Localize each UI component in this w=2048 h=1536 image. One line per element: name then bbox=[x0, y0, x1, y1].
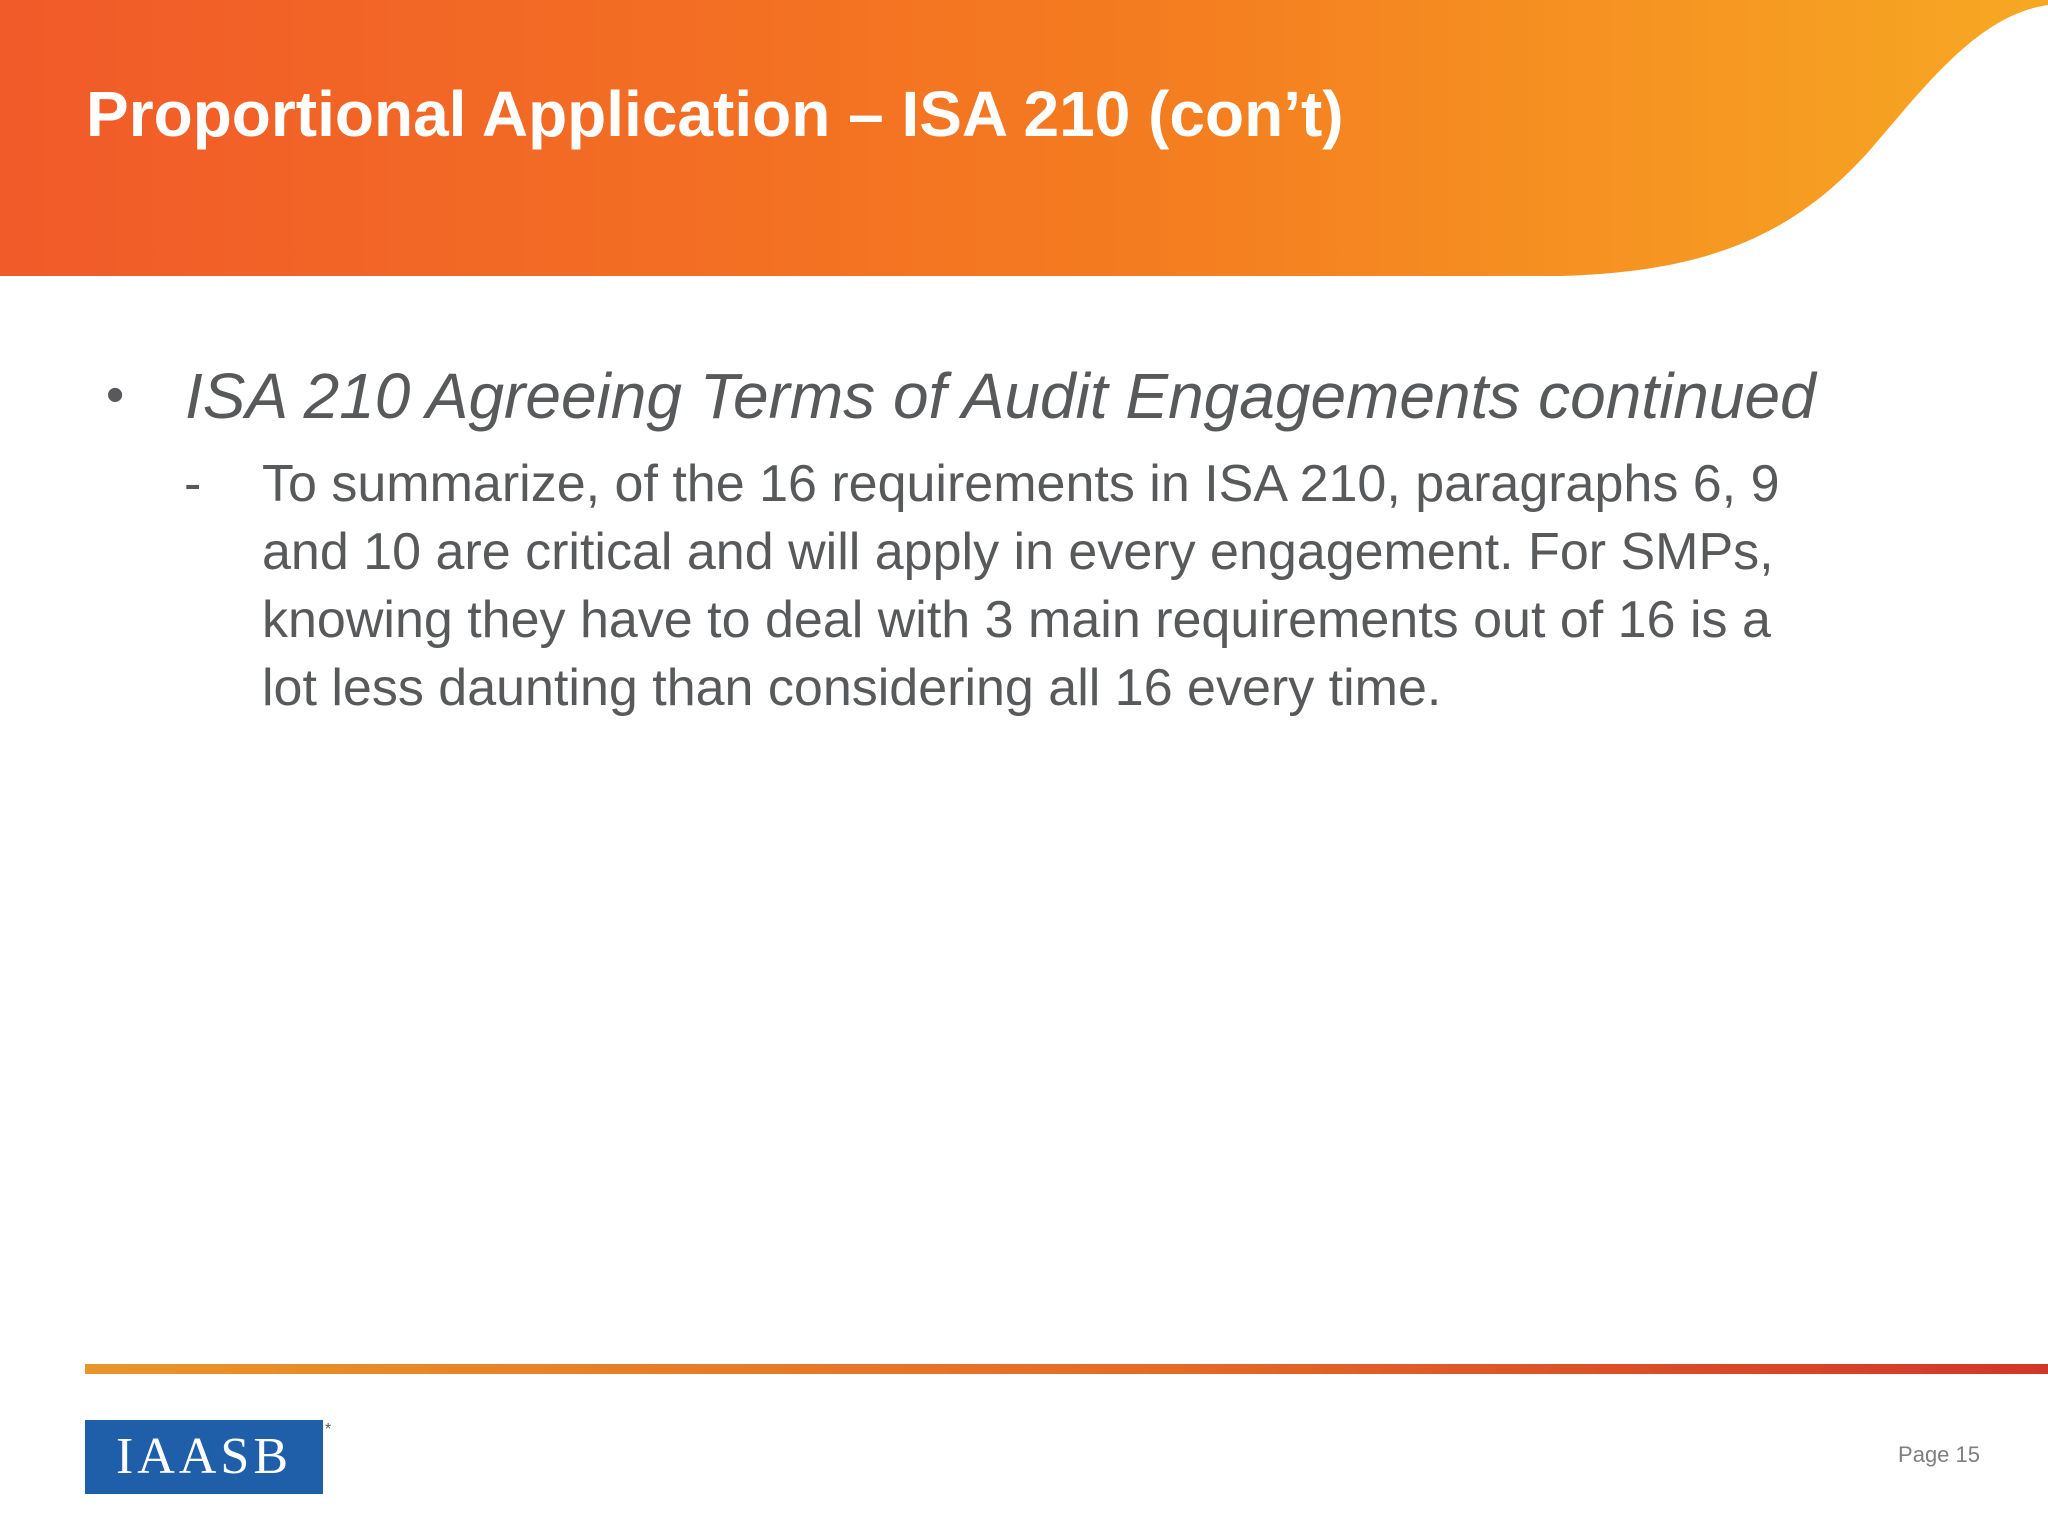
bullet-text: ISA 210 Agreeing Terms of Audit Engagements continued bbox=[185, 360, 1816, 432]
sub-bullet-line: and 10 are critical and will apply in every engagement. For SMPs, bbox=[262, 523, 1774, 581]
sub-bullet-line: knowing they have to deal with 3 main requirements out of 16 is a bbox=[262, 591, 1771, 649]
sub-bullet-text bbox=[262, 450, 1942, 722]
sub-bullet-line: To summarize, of the 16 requirements in ISA 210, paragraphs 6, 9 bbox=[262, 455, 1780, 513]
logo-text: IAASB bbox=[115, 1428, 293, 1485]
sub-bullet-marker: - bbox=[184, 455, 202, 513]
logo-mark: * bbox=[325, 1421, 332, 1438]
bullet-item bbox=[0, 350, 2048, 440]
page-number: Page 15 bbox=[1898, 1442, 1980, 1467]
footer-divider bbox=[85, 1364, 2048, 1374]
slide-title: Proportional Application – ISA 210 (con’t) bbox=[86, 78, 1344, 150]
bullet-marker: • bbox=[106, 366, 125, 424]
sub-bullet-line: lot less daunting than considering all 16 every time. bbox=[262, 659, 1442, 717]
iaasb-logo bbox=[85, 1420, 323, 1494]
